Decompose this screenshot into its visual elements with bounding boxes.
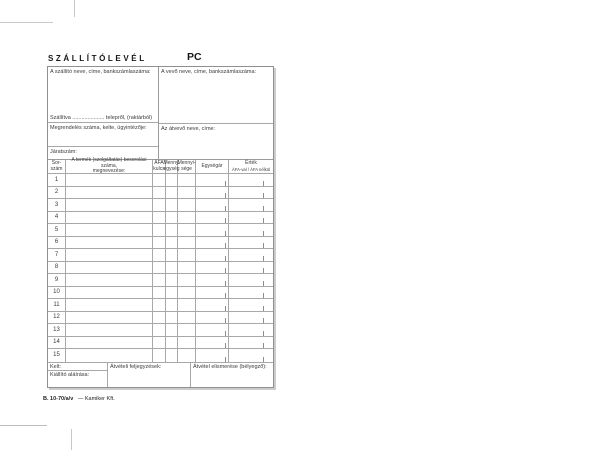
route-number-label: Járatszám: (50, 149, 77, 155)
product-cell (66, 349, 153, 362)
value-cell (229, 337, 273, 349)
scan-artifact-line (74, 0, 75, 17)
quantity-cell (178, 199, 196, 211)
form-number: B. 10-70/a/v (43, 396, 74, 402)
form-type-code: PC (187, 51, 202, 63)
date-column (48, 363, 108, 388)
col-header-vat-rate: ÁFA kulcs (153, 160, 165, 172)
unit-price-cell (196, 349, 229, 362)
table-row (48, 274, 273, 287)
value-cell (229, 224, 273, 236)
row-number-cell: 6 (48, 237, 66, 249)
vat-cell (153, 174, 166, 186)
supplier-label: A szállító neve, címe, bankszámlaszáma: (50, 69, 151, 75)
product-cell (66, 287, 153, 299)
vat-cell (153, 212, 166, 224)
quantity-cell (178, 237, 196, 249)
items-table (48, 157, 273, 362)
form-imprint (43, 396, 115, 402)
value-cell (229, 274, 273, 286)
unit-cell (166, 262, 178, 274)
vat-cell (153, 287, 166, 299)
col-header-value: Érték ÁFA-val / ÁFA nélkül (232, 160, 270, 172)
value-cell (229, 237, 273, 249)
vat-cell (153, 349, 166, 362)
unit-price-cell (196, 299, 229, 311)
row-number-cell: 9 (48, 274, 66, 286)
product-cell (66, 237, 153, 249)
order-box (48, 123, 158, 147)
row-number-cell: 8 (48, 262, 66, 274)
vat-cell (153, 224, 166, 236)
product-cell (66, 274, 153, 286)
row-number-cell: 5 (48, 224, 66, 236)
product-cell (66, 199, 153, 211)
row-number-cell: 7 (48, 249, 66, 261)
col-header-row-number: Sor- szám (48, 160, 66, 173)
receipt-notes-label: Átvételi feljegyzések: (110, 363, 162, 370)
buyer-box (159, 67, 273, 124)
unit-price-cell (196, 324, 229, 336)
row-number-cell: 10 (48, 287, 66, 299)
unit-cell (166, 174, 178, 186)
unit-price-cell (196, 337, 229, 349)
form-title: SZÁLLÍTÓLEVÉL (48, 54, 147, 63)
row-number-cell: 2 (48, 187, 66, 199)
unit-price-cell (196, 237, 229, 249)
quantity-cell (178, 324, 196, 336)
unit-cell (166, 349, 178, 362)
table-row (48, 324, 273, 337)
quantity-cell (178, 312, 196, 324)
items-table-body (48, 174, 273, 362)
table-row (48, 249, 273, 262)
delivery-note-form (47, 66, 274, 388)
quantity-cell (178, 274, 196, 286)
date-box (48, 363, 107, 371)
order-label: Megrendelés száma, kelte, ügyintézője: (50, 125, 147, 131)
product-cell (66, 212, 153, 224)
unit-cell (166, 337, 178, 349)
table-row (48, 262, 273, 275)
address-left-column (48, 67, 159, 159)
scan-artifact-line (71, 429, 72, 450)
vat-cell (153, 337, 166, 349)
table-row (48, 299, 273, 312)
value-cell (229, 312, 273, 324)
unit-cell (166, 199, 178, 211)
table-row (48, 349, 273, 362)
unit-cell (166, 287, 178, 299)
vat-cell (153, 274, 166, 286)
value-cell (229, 199, 273, 211)
vat-cell (153, 249, 166, 261)
address-section (48, 67, 273, 160)
value-cell (229, 287, 273, 299)
receipt-notes-box (108, 363, 191, 388)
scan-artifact-line (0, 425, 47, 426)
unit-cell (166, 274, 178, 286)
receiver-box (159, 124, 273, 159)
value-cell (229, 299, 273, 311)
scan-artifact-line (0, 22, 53, 23)
value-cell (229, 249, 273, 261)
unit-price-cell (196, 187, 229, 199)
table-row (48, 187, 273, 200)
unit-cell (166, 312, 178, 324)
col-header-product: A termék (szolgáltatás) besorolási száma, megnevezése: (66, 160, 153, 173)
row-number-cell: 13 (48, 324, 66, 336)
product-cell (66, 262, 153, 274)
product-cell (66, 224, 153, 236)
table-row (48, 224, 273, 237)
value-cell (229, 187, 273, 199)
value-cell (229, 324, 273, 336)
receipt-acknowledgement-label: Átvétel elismerése (bélyegző): (193, 363, 267, 370)
unit-cell (166, 299, 178, 311)
product-cell (66, 324, 153, 336)
quantity-cell (178, 349, 196, 362)
unit-price-cell (196, 174, 229, 186)
vat-cell (153, 299, 166, 311)
quantity-cell (178, 249, 196, 261)
quantity-cell (178, 299, 196, 311)
unit-price-cell (196, 274, 229, 286)
unit-cell (166, 212, 178, 224)
unit-cell (166, 187, 178, 199)
row-number-cell: 12 (48, 312, 66, 324)
quantity-cell (178, 224, 196, 236)
issuer-signature-label: Kiállító aláírása: (50, 371, 90, 378)
quantity-cell (178, 287, 196, 299)
vat-cell (153, 324, 166, 336)
vat-cell (153, 199, 166, 211)
table-header-row (48, 157, 273, 175)
quantity-cell (178, 174, 196, 186)
table-row (48, 287, 273, 300)
col-header-unit: Menny. egység (163, 160, 180, 172)
row-number-cell: 14 (48, 337, 66, 349)
value-cell (229, 349, 273, 362)
table-row (48, 337, 273, 350)
quantity-cell (178, 262, 196, 274)
unit-price-cell (196, 199, 229, 211)
unit-price-cell (196, 249, 229, 261)
unit-price-cell (196, 287, 229, 299)
shipped-from-line: Szállítva ..................... telepről, (raktárból) (50, 115, 153, 121)
buyer-label: A vevő neve, címe, bankszámlaszáma: (161, 69, 257, 75)
value-cell (229, 212, 273, 224)
issuer-signature-box (48, 371, 107, 388)
row-number-cell: 15 (48, 349, 66, 362)
unit-price-cell (196, 262, 229, 274)
unit-price-cell (196, 312, 229, 324)
value-cell (229, 174, 273, 186)
product-cell (66, 312, 153, 324)
row-number-cell: 11 (48, 299, 66, 311)
vat-cell (153, 187, 166, 199)
supplier-box (48, 67, 158, 123)
unit-cell (166, 237, 178, 249)
unit-cell (166, 324, 178, 336)
table-row (48, 174, 273, 187)
address-right-column (159, 67, 273, 159)
col-header-unit-price: Egységár (196, 160, 229, 173)
vat-cell (153, 312, 166, 324)
unit-cell (166, 249, 178, 261)
date-label: Kelt: (50, 363, 62, 370)
product-cell (66, 187, 153, 199)
table-row (48, 312, 273, 325)
product-cell (66, 174, 153, 186)
row-number-cell: 1 (48, 174, 66, 186)
table-row (48, 212, 273, 225)
row-number-cell: 3 (48, 199, 66, 211)
product-cell (66, 337, 153, 349)
table-row (48, 237, 273, 250)
receiver-label: Az átvevő neve, címe: (161, 126, 216, 132)
product-cell (66, 299, 153, 311)
publisher: — Kamiker Kft. (77, 396, 115, 402)
receipt-acknowledgement-box (191, 363, 273, 388)
quantity-cell (178, 212, 196, 224)
signature-section (48, 362, 273, 388)
unit-cell (166, 224, 178, 236)
quantity-cell (178, 337, 196, 349)
unit-price-cell (196, 212, 229, 224)
row-number-cell: 4 (48, 212, 66, 224)
vat-cell (153, 237, 166, 249)
vat-cell (153, 262, 166, 274)
quantity-cell (178, 187, 196, 199)
unit-price-cell (196, 224, 229, 236)
table-row (48, 199, 273, 212)
product-cell (66, 249, 153, 261)
value-cell (229, 262, 273, 274)
col-header-quantity: Mennyi- sége (177, 160, 196, 172)
